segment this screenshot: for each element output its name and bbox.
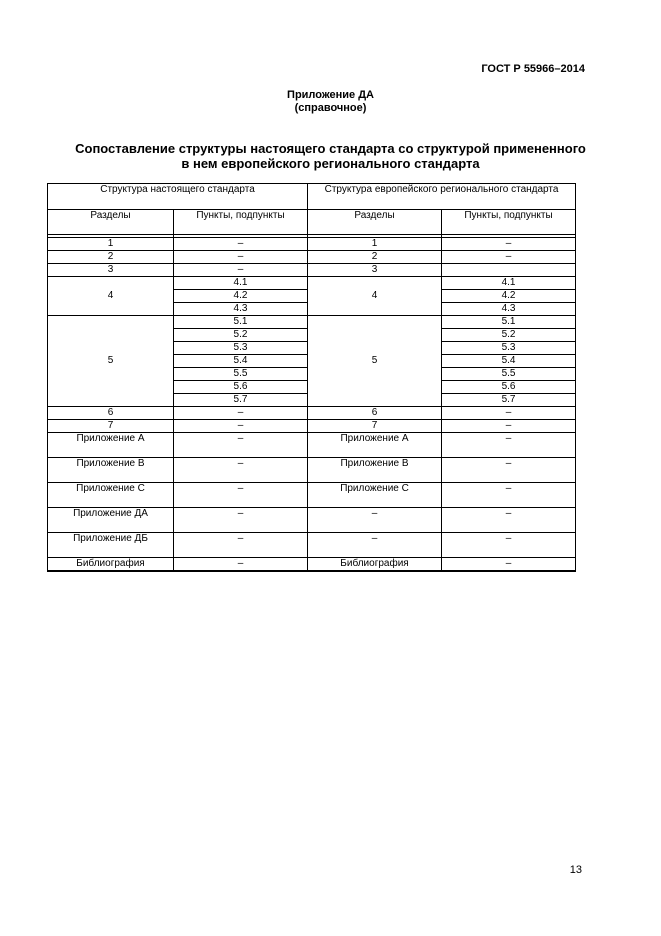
group-header-this-standard: Структура настоящего стандарта [48,184,308,210]
table-cell: 5.1 [174,316,308,329]
page-title-line-2: в нем европейского регионального стандарта [181,156,480,171]
table-cell: – [442,420,576,433]
table-cell: 5.6 [442,381,576,394]
table-cell: – [174,558,308,572]
table-cell: 5.4 [174,355,308,368]
table-cell: 3 [308,264,442,277]
table-cell: – [174,238,308,251]
table-cell: – [442,533,576,558]
section-5-cell: 5 [48,316,174,407]
table-cell [442,264,576,277]
table-row [48,420,576,433]
table-cell: Приложение ДБ [48,533,174,558]
table-cell: – [174,533,308,558]
table-row [48,558,576,572]
sub-header-sections: Разделы [48,210,174,235]
table-cell: – [442,433,576,458]
table-cell: – [174,407,308,420]
table-cell: – [174,483,308,508]
table-row [48,508,576,533]
table-cell: 5.2 [442,329,576,342]
table-cell: – [442,458,576,483]
table-cell: – [174,251,308,264]
table-cell: 5.3 [174,342,308,355]
annex-subtitle: (справочное) [294,102,367,114]
structure-comparison-table [47,183,576,572]
section-4-cell: 4 [48,277,174,316]
table-row [48,264,576,277]
table-cell: 7 [308,420,442,433]
table-cell: 4.2 [174,290,308,303]
table-cell: 4.1 [442,277,576,290]
table-cell: – [308,533,442,558]
table-cell: 3 [48,264,174,277]
table-cell: – [442,251,576,264]
table-row [48,277,576,290]
table-cell: 5.7 [442,394,576,407]
page-title-line-1: Сопоставление структуры настоящего стандарта со структурой примененного [75,141,586,156]
table-cell: 5.6 [174,381,308,394]
table-cell: 5.4 [442,355,576,368]
section-5-cell: 5 [308,316,442,407]
table-cell: – [174,458,308,483]
page-title [0,141,661,171]
table-cell: Приложение С [48,483,174,508]
section-4-cell: 4 [308,277,442,316]
table-cell: 2 [308,251,442,264]
table-cell: Приложение А [48,433,174,458]
page-number: 13 [569,864,582,876]
sub-header-sections: Разделы [308,210,442,235]
table-cell: Приложение В [48,458,174,483]
annex-title: Приложение ДА [287,89,374,101]
group-header-european-standard: Структура европейского регионального стандарта [308,184,576,210]
table-row [48,483,576,508]
annex-heading [0,89,661,115]
sub-header-clauses: Пункты, подпункты [442,210,576,235]
table-row [48,316,576,329]
table-cell: – [174,420,308,433]
table-row [48,533,576,558]
table-cell: – [308,508,442,533]
table-cell: 5.5 [442,368,576,381]
table-row [48,458,576,483]
table-cell: – [442,558,576,572]
table-row [48,407,576,420]
table-cell: 6 [48,407,174,420]
sub-header-clauses: Пункты, подпункты [174,210,308,235]
table-cell: 1 [48,238,174,251]
table-row [48,433,576,458]
table-cell: 2 [48,251,174,264]
table-cell: – [442,238,576,251]
table-sub-header-row [48,210,576,235]
table-cell: 6 [308,407,442,420]
table-cell: 4.1 [174,277,308,290]
table-cell: 4.3 [174,303,308,316]
table-cell: – [442,508,576,533]
table-cell: – [174,264,308,277]
table-cell: – [442,407,576,420]
table-cell: 5.3 [442,342,576,355]
table-cell: – [174,433,308,458]
table-cell: Приложение С [308,483,442,508]
table-cell: Приложение В [308,458,442,483]
table-row [48,251,576,264]
table-cell: 7 [48,420,174,433]
table-cell: Библиография [308,558,442,572]
table-cell: 5.5 [174,368,308,381]
table-cell: Приложение А [308,433,442,458]
table-cell: 5.2 [174,329,308,342]
table-cell: – [442,483,576,508]
table-row [48,238,576,251]
table-group-header-row [48,184,576,210]
table-cell: 4.3 [442,303,576,316]
table-cell: 5.7 [174,394,308,407]
table-cell: – [174,508,308,533]
table-cell: Библиография [48,558,174,572]
table-cell: 1 [308,238,442,251]
table-cell: 5.1 [442,316,576,329]
standard-code: ГОСТ Р 55966–2014 [481,63,585,75]
table-cell: Приложение ДА [48,508,174,533]
table-cell: 4.2 [442,290,576,303]
